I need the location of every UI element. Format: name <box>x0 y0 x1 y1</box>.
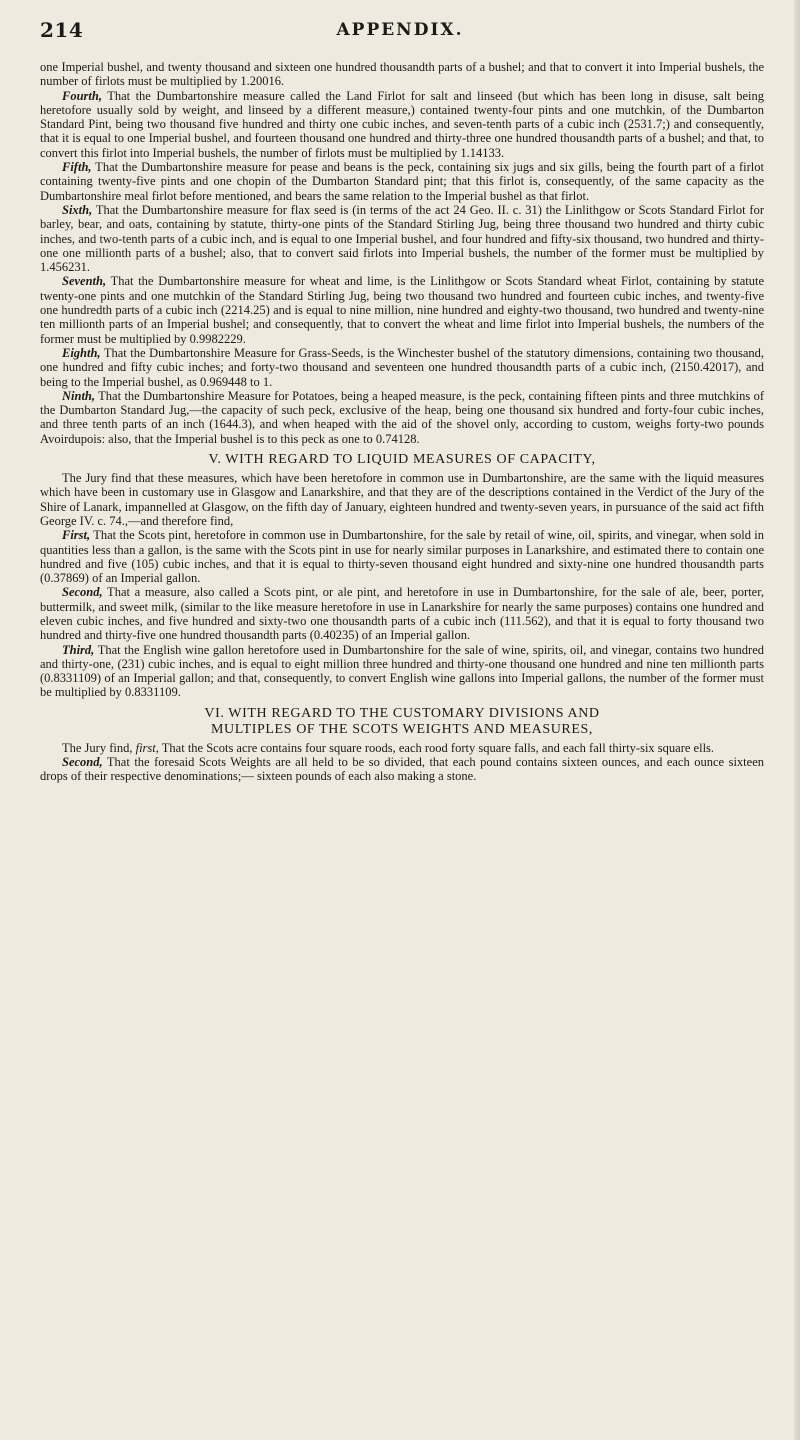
paragraph-jury-find: The Jury find that these measures, which have been heretofore in common use in Dumbartonshire, are the same with the liquid measures which have been in customary use in Glasgow and Lanarkshire, and that they are of the descriptions contained in the Verdict of the Jury of the Shire of Lanark, impannelled at Glasgow, on the fifth day of January, eighteen hundred and twenty-seven years, in pursuance of the said act fifth George IV. c. 74.,—and therefore find, <box>40 471 764 528</box>
section-heading-line: MULTIPLES OF THE SCOTS WEIGHTS AND MEASURES, <box>210 721 594 737</box>
paragraph-second: Second, That a measure, also called a Scots pint, or ale pint, and heretofore in use in Dumbartonshire, for the sale of ale, beer, porter, buttermilk, and sweet milk, (similar to the like measure heretofore in use in Lanarkshire for nearly the same purposes) contains one hundred and eleven cubic inches, and five hundred and sixty-two one thousandth parts of a cubic inch (111.562), and that it is equal to forty thousand two hundred and thirty-five one hundred thousandth parts (0.40235) of an Imperial gallon. <box>40 585 764 643</box>
paragraph-lead: Fifth, <box>62 160 92 175</box>
paragraph-lead: Second, <box>62 755 103 770</box>
paragraph-lead: Seventh, <box>62 274 107 289</box>
paragraph-lead: first, <box>135 740 159 755</box>
paragraph-lead: Sixth, <box>62 202 93 217</box>
paragraph-lead: Fourth, <box>62 88 102 103</box>
paragraph-first: First, That the Scots pint, heretofore in common use in Dumbartonshire, for the sale by retail of wine, oil, spirits, and vinegar, when sold in quantities less than a gallon, is the same with the Scots pint in use for nearly similar purposes in Lanarkshire, and estimated there to contain one hundred and five (105) cubic inches, and that it is equal to thirty-seven thousand eight hundred and sixty-nine one hundred thousandth parts (0.37869) of an Imperial gallon. <box>40 528 764 586</box>
section-heading-customary-divisions <box>40 706 764 738</box>
section-heading-line: VI. WITH REGARD TO THE CUSTOMARY DIVISIONS AND <box>204 705 600 721</box>
paragraph-sixth: Sixth, That the Dumbartonshire measure for flax seed is (in terms of the act 24 Geo. II. c. 31) the Linlithgow or Scots Standard Firlot for barley, bear, and oats, containing by statute, thirty-one pints of the Standard Stirling Jug, being three thousand two hundred and thirty cubic inches, and two-tenth parts of a cubic inch, and is equal to one Imperial bushel, and four hundred and fifty-six thousand, two hundred and thirty-one one millionth parts of a bushel; also, that to convert said firlots into Imperial bushels, the number of the former must be multiplied by 1.456231. <box>40 202 764 275</box>
paragraph-lead: Eighth, <box>62 345 101 360</box>
paragraph-continuation: one Imperial bushel, and twenty thousand and sixteen one hundred thousandth parts of a bushel; and that to convert it into Imperial bushels, the number of firlots must be multiplied by 1.20016. <box>40 60 764 89</box>
paragraph-fifth: Fifth, That the Dumbartonshire measure for pease and beans is the peck, containing six jugs and six gills, being the fourth part of a firlot containing twenty-five pints and one chopin of the Dumbarton Standard pint; that this firlot is, consequently, of the same capacity as the Dumbartonshire meal firlot before mentioned, and bears the same relation to the Imperial bushel as that firlot. <box>40 160 764 203</box>
paragraph-third: Third, That the English wine gallon heretofore used in Dumbartonshire for the sale of wine, spirits, oil, and vinegar, contains two hundred and thirty-one, (231) cubic inches, and is equal to eight million three hundred and thirty-one thousand one hundred and nine ten millionth parts (0.8331109) of an Imperial gallon; and that, consequently, to convert English wine gallons into Imperial gallons, the number of the former must be multiplied by 0.8331109. <box>40 642 764 700</box>
paragraph-scots-weights: Second, That the foresaid Scots Weights are all held to be so divided, that each pound contains sixteen ounces, and each ounce sixteen drops of their respective denominations;— sixteen pounds of each also making a stone. <box>40 755 764 784</box>
paragraph-lead: First, <box>62 528 91 543</box>
section-heading-liquid-measures: V. WITH REGARD TO LIQUID MEASURES OF CAPACITY, <box>208 452 596 468</box>
paragraph-fourth: Fourth, That the Dumbartonshire measure called the Land Firlot for salt and linseed (but which has been long in disuse, salt being heretofore usually sold by weight, and linseed by a different measure,) contained twenty-four pints and one mutchkin, of the Dumbarton Standard Pint, being two thousand five hundred and thirty one cubic inches, and seven-tenth parts of a cubic inch (2531.7;) and consequently, that it is equal to one Imperial bushel, and fourteen thousand one hundred and thirty-three one hundred thousandth parts of a bushel; and that, to convert this firlot into Imperial bushels, the number of firlots must be multiplied by 1.14133. <box>40 88 764 160</box>
page-number: 214 <box>40 18 84 42</box>
paragraph-scots-acre: The Jury find, first, That the Scots acre contains four square roods, each rood forty square falls, and each fall thirty-six square ells. <box>62 740 715 755</box>
paragraph-seventh: Seventh, That the Dumbartonshire measure for wheat and lime, is the Linlithgow or Scots Standard wheat Firlot, containing by statute twenty-one pints and one mutchkin of the Standard Stirling Jug, being two thousand two hundred and fourteen cubic inches, and twenty-five one hundredth parts of a cubic inch (2214.25) and is equal to nine million, nine hundred and eighty-two thousand, two hundred and twenty-nine ten millionth parts of an Imperial bushel; and consequently, that to convert the wheat and lime firlot into Imperial bushels, the numbers of the former must be multiplied by 0.9982229. <box>40 274 764 346</box>
page-header <box>40 18 760 48</box>
running-head: APPENDIX. <box>336 20 464 40</box>
paragraph-lead: Third, <box>62 642 95 657</box>
paragraph-ninth: Ninth, That the Dumbartonshire Measure for Potatoes, being a heaped measure, is the peck, containing fifteen pints and three mutchkins of the Dumbarton Standard Jug,—the capacity of such peck, exclusive of the heap, being one thousand six hundred and forty-four cubic inches, and three tenth parts of an inch (1644.3), and when heaped with the aid of the shovel only, according to custom, weighs forty-two pounds Avoirdupois: also, that the Imperial bushel is to this peck as one to 0.74128. <box>40 388 764 446</box>
page-edge <box>794 0 800 1440</box>
paragraph-lead: Ninth, <box>62 388 96 403</box>
paragraph-lead: Second, <box>62 585 103 600</box>
page-body <box>40 60 764 784</box>
paragraph-eighth: Eighth, That the Dumbartonshire Measure for Grass-Seeds, is the Winchester bushel of the statutory dimensions, containing two thousand, one hundred and fifty cubic inches; and forty-two thousand and seventeen one hundred thousandth parts of a cubic inch, (2150.42017), and being to the Imperial bushel, as 0.969448 to 1. <box>40 345 764 389</box>
